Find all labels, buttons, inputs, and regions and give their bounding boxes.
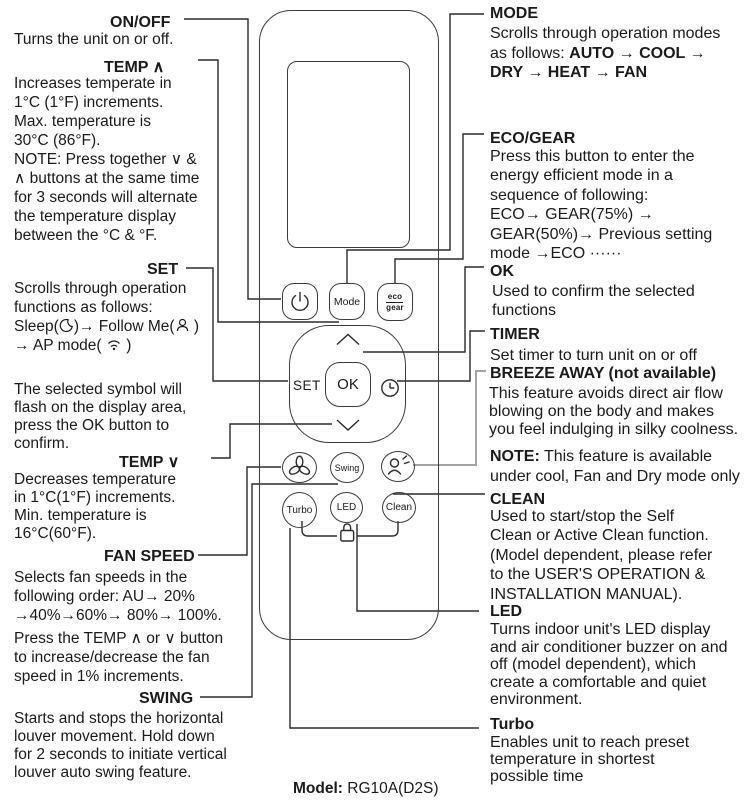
ok-button-label: OK	[337, 376, 359, 393]
text-line: louver auto swing feature.	[14, 764, 192, 781]
text-line: louver movement. Hold down	[14, 728, 215, 745]
text-line: for 3 seconds will alternate	[14, 189, 198, 206]
mode-button	[329, 283, 365, 320]
text-line: temperature in shortest	[490, 751, 655, 768]
model-label: Model:	[293, 780, 343, 797]
set-desc	[14, 279, 199, 355]
mode-sequence: AUTO → COOL →	[569, 44, 706, 62]
text-line: Min. temperature is	[14, 507, 147, 524]
text-line: Press this button to enter the	[490, 148, 695, 165]
text-line: environment.	[490, 691, 583, 708]
eco-gear-desc	[490, 147, 712, 263]
breeze-away-note	[490, 447, 740, 487]
swing-title: SWING	[139, 690, 194, 707]
text-line: off (model dependent), which	[490, 656, 697, 673]
ok-desc	[492, 282, 695, 320]
text-line: to increase/decrease the fan	[14, 649, 210, 666]
remote-display	[287, 61, 410, 248]
text-line: confirm.	[14, 435, 70, 452]
text-line: The selected symbol will	[14, 381, 182, 398]
text-line: blowing on the body and makes	[489, 403, 715, 420]
text-line: sequence of following:	[490, 186, 649, 204]
led-title: LED	[490, 603, 522, 620]
mode-button-label: Mode	[333, 295, 361, 308]
timer-desc: Set timer to turn unit on or off	[490, 347, 697, 364]
line-end: )	[121, 337, 132, 354]
fan-speed-button	[282, 452, 317, 483]
follow-me-text: )→ Follow Me(	[73, 318, 175, 335]
set-desc-2	[14, 381, 186, 453]
text-line: Clean or Active Clean function.	[490, 527, 709, 545]
swing-button	[330, 452, 364, 483]
ok-button	[325, 362, 371, 407]
turbo-button	[282, 492, 317, 528]
text-line: the temperature display	[14, 208, 176, 225]
ok-title: OK	[490, 263, 514, 280]
led-button-label: LED	[336, 502, 357, 513]
clean-button	[382, 492, 416, 523]
temp-down-title: TEMP ∨	[119, 454, 180, 471]
fan-speed-desc-2	[14, 629, 223, 686]
text-line: Turns indoor unit's LED display	[490, 621, 711, 638]
text-line: 30°C (86°F).	[14, 132, 101, 149]
led-button	[330, 492, 363, 523]
ap-mode-text: → AP mode(	[14, 337, 106, 354]
wifi-icon	[106, 337, 122, 352]
temp-up-desc	[14, 74, 199, 245]
gear-label: gear	[386, 303, 404, 312]
text-line: NOTE: Press together ∨ &	[14, 151, 197, 168]
text-line: as follows: AUTO → COOL →	[490, 44, 706, 62]
swing-desc	[14, 710, 227, 782]
text-line	[14, 336, 199, 355]
text-line: Press the TEMP ∧ or ∨ button	[14, 630, 224, 647]
text-line: and air conditioner buzzer on and	[490, 638, 728, 656]
text-line: Increases temperate in	[14, 75, 172, 92]
turbo-title: Turbo	[490, 716, 535, 733]
text-line: Decreases temperature	[14, 471, 176, 488]
text-line: you feel indulging in silky coolness.	[489, 421, 739, 438]
text-line: Used to confirm the selected	[492, 283, 695, 300]
breeze-away-button	[381, 451, 415, 482]
temp-down-desc	[14, 471, 176, 543]
clean-title: CLEAN	[490, 491, 546, 508]
turbo-desc	[490, 734, 689, 785]
text-line: ECO→ GEAR(75%) →	[490, 206, 654, 224]
clean-desc	[490, 507, 712, 604]
text-line: This feature avoids direct air flow	[489, 385, 723, 402]
text-line: between the °C & °F.	[14, 227, 158, 244]
text-line: for 2 seconds to initiate vertical	[14, 746, 227, 763]
text-line: press the OK button to	[14, 417, 170, 434]
sleep-moon-icon	[59, 318, 74, 333]
text-line: Scrolls through operation modes	[490, 25, 721, 42]
model-value: RG10A(D2S)	[347, 780, 439, 797]
text-line: Starts and stops the horizontal	[14, 710, 224, 727]
temp-up-title: TEMP ∧	[104, 59, 165, 76]
onoff-desc: Turns the unit on or off.	[14, 31, 174, 48]
follow-me-person-icon	[175, 318, 190, 333]
model-line	[293, 780, 439, 798]
text-line: Selects fan speeds in the	[14, 569, 188, 586]
note-label: NOTE:	[490, 448, 540, 465]
mode-sequence: DRY → HEAT → FAN	[490, 64, 648, 81]
breeze-away-desc	[489, 385, 738, 439]
text-line: in 1°C(1°F) increments.	[14, 489, 176, 506]
swing-button-label: Swing	[334, 462, 360, 473]
fan-speed-desc	[14, 568, 222, 625]
text-line: INSTALLATION MANUAL).	[490, 585, 683, 603]
led-desc	[490, 621, 728, 709]
line-end: )	[189, 318, 200, 335]
text-line: flash on the display area,	[14, 399, 187, 416]
text-line: under cool, Fan and Dry mode only	[490, 468, 740, 485]
text-line: Used to start/stop the Self	[490, 508, 675, 525]
text-line: Max. temperature is	[14, 113, 151, 130]
text-line: possible time	[490, 768, 584, 785]
breeze-away-title: BREEZE AWAY (not available)	[490, 365, 717, 382]
text-line: ∧ buttons at the same time	[14, 170, 200, 187]
text-line: mode →ECO ······	[490, 245, 622, 263]
text-line: speed in 1% increments.	[14, 668, 184, 685]
fan-speed-title: FAN SPEED	[104, 548, 195, 565]
text-line: create a comfortable and quiet	[490, 673, 707, 691]
text-line: GEAR(50%)→ Previous setting	[490, 225, 713, 243]
text-line: Enables unit to reach preset	[490, 734, 690, 751]
mode-title: MODE	[490, 5, 538, 22]
eco-gear-button	[377, 283, 413, 321]
text-line: 1°C (1°F) increments.	[14, 94, 164, 111]
set-pad-label: SET	[293, 378, 321, 393]
text-line: energy efficient mode in a	[490, 167, 673, 185]
timer-title: TIMER	[490, 326, 540, 343]
eco-gear-title: ECO/GEAR	[490, 130, 576, 147]
text-line: 16°C(60°F).	[14, 525, 97, 542]
power-button	[282, 283, 318, 320]
mode-desc	[490, 24, 720, 83]
text-line: following order: AU→ 20%	[14, 588, 195, 605]
eco-label: eco	[387, 292, 403, 301]
text-line: functions	[492, 302, 557, 319]
text-line: →40%→60%→ 80%→ 100%.	[14, 607, 222, 624]
clean-button-label: Clean	[385, 502, 413, 513]
text-line: NOTE: This feature is available	[490, 448, 713, 465]
set-title: SET	[147, 261, 179, 278]
text-line: functions as follows:	[14, 299, 153, 316]
text-line: (Model dependent, please refer	[490, 546, 713, 564]
text-line	[14, 317, 199, 336]
turbo-button-label: Turbo	[286, 504, 313, 516]
text-line: Scrolls through operation	[14, 280, 187, 297]
text-line: to the USER'S OPERATION &	[490, 566, 706, 584]
eco-gear-logo	[386, 293, 404, 311]
sleep-text: Sleep(	[14, 318, 59, 335]
onoff-title: ON/OFF	[110, 14, 171, 31]
